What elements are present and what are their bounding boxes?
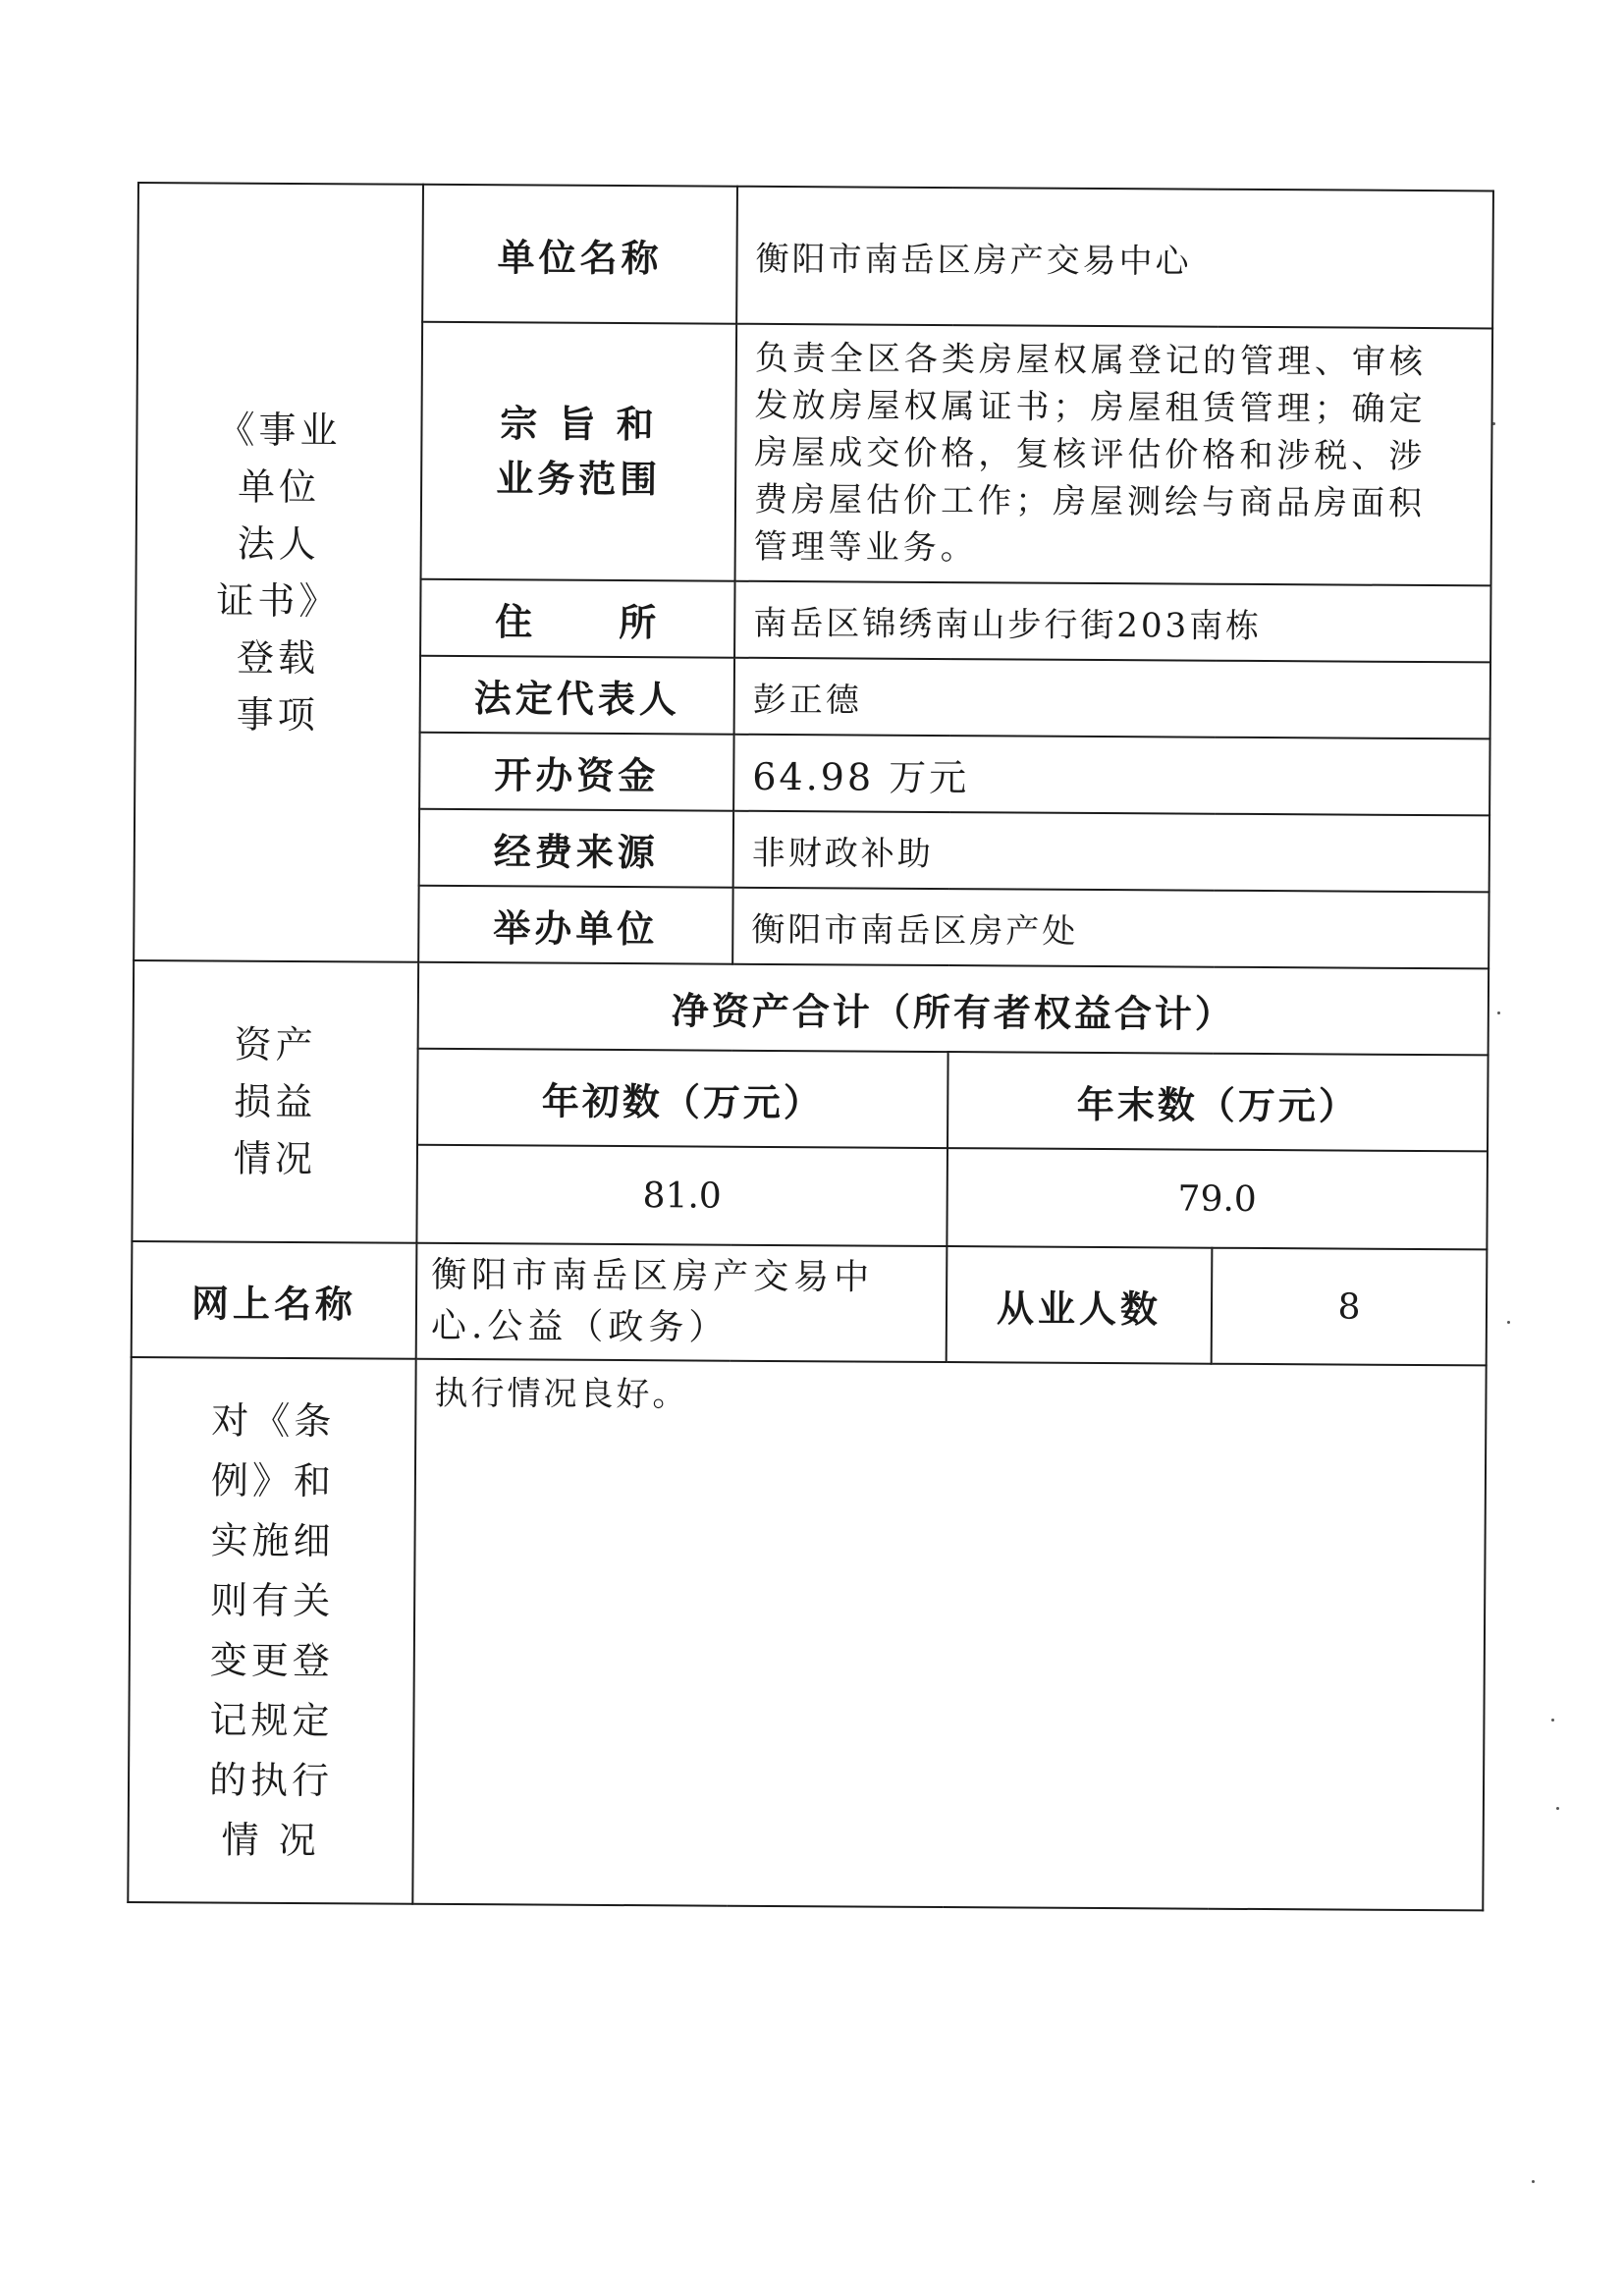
annual-report-form bbox=[127, 182, 1494, 1911]
year-end-value: 79.0 bbox=[947, 1148, 1488, 1249]
unit-name-label: 单位名称 bbox=[422, 185, 737, 324]
execution-section-label: 对《条 例》和 实施细 则有关 变更登 记规定 的执行 情 况 bbox=[128, 1357, 415, 1904]
online-name-value: 衡阳市南岳区房产交易中 心.公益（政务） bbox=[416, 1243, 947, 1362]
year-end-label: 年末数（万元） bbox=[947, 1052, 1489, 1151]
purpose-label: 宗 旨 和 业务范围 bbox=[421, 322, 737, 581]
scan-speck bbox=[1556, 1807, 1559, 1810]
capital-value: 64.98 万元 bbox=[733, 735, 1489, 816]
scan-speck bbox=[1497, 1011, 1500, 1014]
address-label: 住 所 bbox=[420, 579, 734, 658]
funding-source-value: 非财政补助 bbox=[733, 811, 1489, 893]
execution-row bbox=[128, 1357, 1486, 1910]
funding-source-label: 经费来源 bbox=[419, 809, 733, 888]
unit-name-row bbox=[137, 183, 1493, 328]
legal-rep-value: 彭正德 bbox=[734, 658, 1490, 739]
scan-speck bbox=[1507, 1321, 1510, 1324]
address-value: 南岳区锦绣南山步行街203南栋 bbox=[734, 581, 1490, 663]
year-begin-label: 年初数（万元） bbox=[417, 1049, 948, 1148]
purpose-value: 负责全区各类房屋权属登记的管理、审核 发放房屋权属证书；房屋租赁管理；确定 房屋成交价格，复核评估价格和涉税、涉 费房屋估价工作；房屋测绘与商品房面积 管理等业务。 bbox=[735, 324, 1493, 586]
scan-speck bbox=[1532, 2180, 1535, 2183]
execution-value: 执行情况良好。 bbox=[412, 1359, 1486, 1911]
net-assets-header: 净资产合计（所有者权益合计） bbox=[418, 962, 1489, 1056]
sponsor-value: 衡阳市南岳区房产处 bbox=[732, 888, 1489, 969]
legal-rep-label: 法定代表人 bbox=[420, 656, 734, 735]
scan-speck bbox=[1492, 422, 1495, 425]
sponsor-label: 举办单位 bbox=[418, 886, 732, 964]
staff-count-value: 8 bbox=[1212, 1248, 1488, 1366]
online-name-row bbox=[132, 1241, 1488, 1365]
staff-count-label: 从业人数 bbox=[947, 1246, 1213, 1364]
registration-section-label: 《事业 单位 法人 证书》 登载 事项 bbox=[134, 183, 423, 962]
assets-section-label: 资产 损益 情况 bbox=[132, 960, 418, 1243]
capital-label: 开办资金 bbox=[419, 733, 733, 811]
year-begin-value: 81.0 bbox=[416, 1145, 947, 1246]
online-name-label: 网上名称 bbox=[132, 1241, 417, 1359]
unit-name-value: 衡阳市南岳区房产交易中心 bbox=[736, 187, 1493, 329]
scan-speck bbox=[1551, 1719, 1554, 1722]
assets-header-row bbox=[134, 960, 1489, 1055]
